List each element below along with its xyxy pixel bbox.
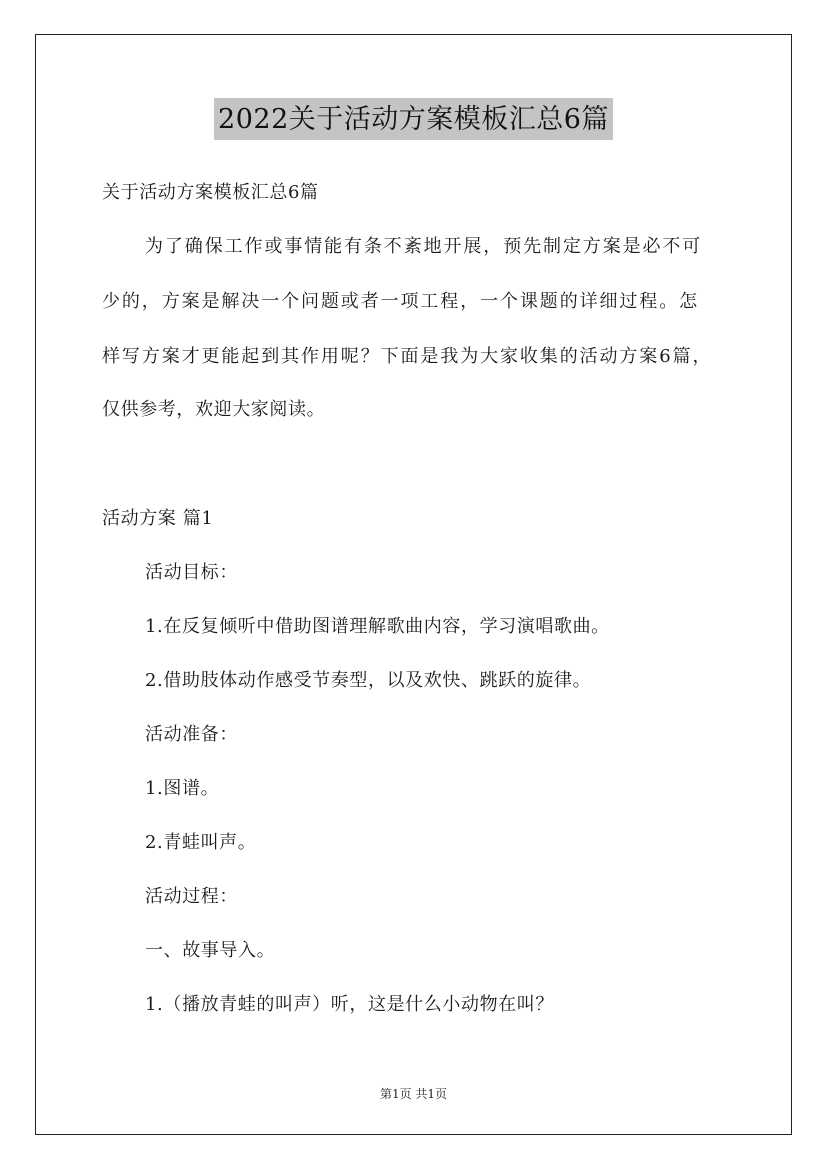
intro-line: 为了确保工作或事情能有条不紊地开展，预先制定方案是必不可 [145,236,703,257]
section-heading: 活动方案 篇1 [102,508,214,529]
body-line: 2.青蛙叫声。 [145,832,257,853]
body-line: 活动准备： [145,724,238,745]
body-line: 一、故事导入。 [145,940,276,961]
body-line: 活动过程： [145,886,238,907]
intro-line: 样写方案才更能起到其作用呢？下面是我为大家收集的活动方案6篇， [102,346,713,367]
body-line: 1.（播放青蛙的叫声）听，这是什么小动物在叫？ [145,994,554,1015]
body-line: 1.在反复倾听中借助图谱理解歌曲内容，学习演唱歌曲。 [145,616,610,637]
title-container [0,98,827,140]
intro-line: 仅供参考，欢迎大家阅读。 [102,399,326,420]
intro-line: 少的，方案是解决一个问题或者一项工程，一个课题的详细过程。怎 [102,291,699,312]
body-line: 2.借助肢体动作感受节奏型，以及欢快、跳跃的旋律。 [145,670,592,691]
body-line: 活动目标： [145,562,238,583]
page-footer: 第1页 共1页 [379,1087,448,1101]
document-title: 2022关于活动方案模板汇总6篇 [214,98,613,140]
document-subtitle: 关于活动方案模板汇总6篇 [102,182,319,203]
body-line: 1.图谱。 [145,778,220,799]
